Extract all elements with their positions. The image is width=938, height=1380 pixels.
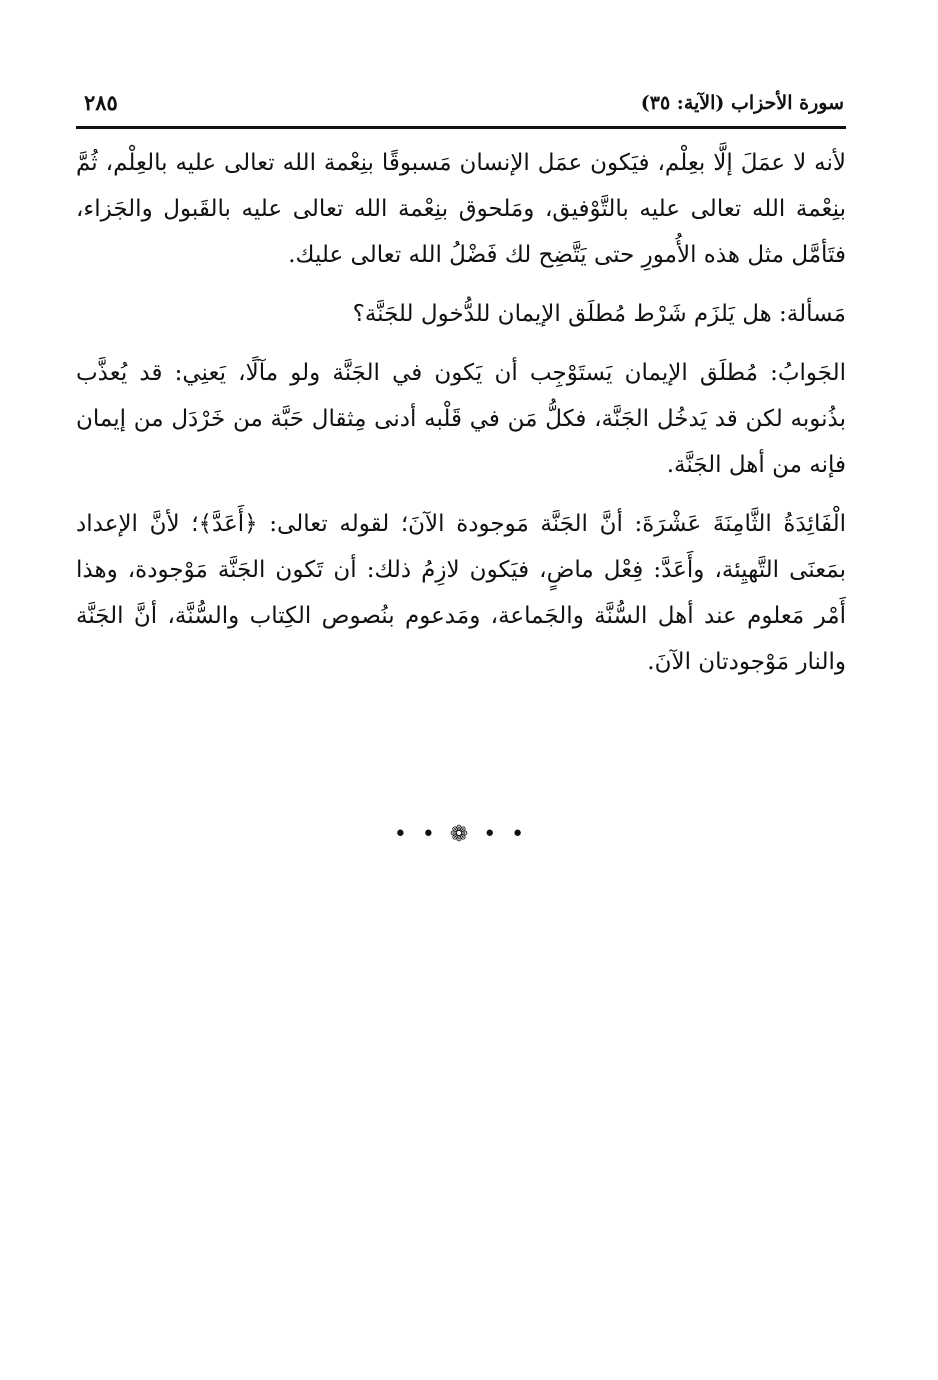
running-header-title: سورة الأحزاب (الآية: ٣٥) [640,92,844,114]
paragraph-knowledge-and-deeds: لأنه لا عمَلَ إلَّا بعِلْم، فيَكون عمَل الإنسان مَسبوقًا بنِعْمة الله تعالى عليه بالعِلْم، ثُمَّ بنِعْمة الله تعالى عليه بالتَّوْفيق، ومَلحوق بنِعْمة الله تعالى عليه بالقَبول والجَزاء، فتَأمَّل مثل هذه الأُمورِ حتى يَتَّضِح لك فَضْلُ الله تعالى عليك. [76,150,846,268]
paragraph-question: مَسألة: هل يَلزَم شَرْط مُطلَق الإيمان للدُّخول للجَنَّة؟ [352,301,846,327]
paragraph-answer: الجَوابُ: مُطلَق الإيمان يَستَوْجِب أن يَكون في الجَنَّة ولو مآلًا، يَعنِي: قد يُعذَّب بذُنوبه لكن قد يَدخُل الجَنَّة، فكلُّ مَن في قَلْبه أدنى مِثقال حَبَّة من خَرْدَل من إيمان فإنه من أهل الجَنَّة. [76,360,846,478]
paragraph-benefit-eighteen: الْفَائِدَةُ الثَّامِنَةَ عَشْرَةَ: أنَّ الجَنَّة مَوجودة الآنَ؛ لقوله تعالى: ﴿أَعَدَّ﴾؛ لأنَّ الإعداد بمَعنَى التَّهيِئة، وأَعَدَّ: فِعْل ماضٍ، فيَكون لازِمُ ذلك: أن تَكون الجَنَّة مَوْجودة، وهذا أَمْر مَعلوم عند أهل السُّنَّة والجَماعة، ومَدعوم بنُصوص الكِتاب والسُّنَّة، أنَّ الجَنَّة والنار مَوْجودتان الآنَ. [76,511,846,675]
header-divider [76,126,846,129]
page-header [76,88,846,124]
section-end-ornament: • • ❁ • • [393,822,529,847]
book-page [76,88,846,847]
page-number: ٢٨٥ [84,90,118,115]
page-body [76,140,846,698]
